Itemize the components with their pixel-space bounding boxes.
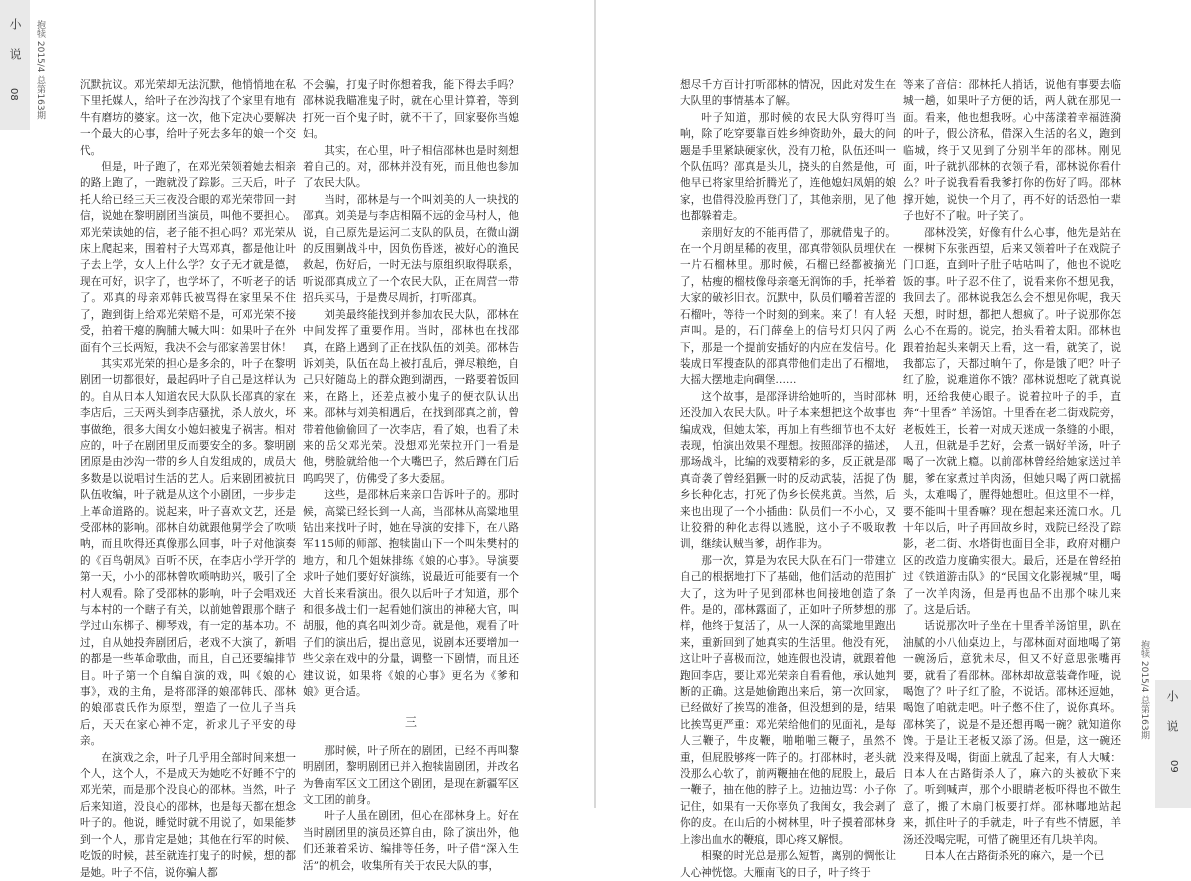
paragraph: 其实，在心里，叶子相信邵林也是时刻想着自己的。对，邵林并没有死，而且他也参加了农民大队。 xyxy=(303,144,519,190)
paragraph: 想尽千方百计打听邵林的情况，因此对发生在大队里的事情基本了解。 xyxy=(680,79,896,108)
paragraph: 但是，叶子跑了，在邓光荣领着她去相亲的路上跑了，一跑就没了踪影。三天后，叶子托人给已经三天三夜没合眼的邓光荣带回一封信，说她在黎明剧团当演员，叫他不要担心。邓光荣读她的信，老子能不担心吗？邓光荣从床上爬起来，围着村子大骂邓真，都是他让叶子去上学，女人上什么学？女子无才就是德，现在可好，识字了，也学坏了，不听老子的话了。邓真的母亲邓韩氏被骂得在家里呆不住了，跑到街上给邓光荣赔不是，可邓光荣不接受，拍着干瘪的胸脯大喊大叫：如果叶子在外面有个三长两短，我决不会与邵家善罢甘休！ xyxy=(80,161,296,354)
section-number: 三 xyxy=(404,715,417,730)
left-running-head: 抱犊 2015/4 总第163期 xyxy=(35,20,45,120)
paragraph: 这些，是邵林后来亲口告诉叶子的。那时候，高粱已经长到一人高，当邵林从高粱地里钻出来找叶子时，她在导演的安排下，在八路军115师的师部、抱犊崮山下一个叫朱樊村的地方，和几个姐妹排练《娘的心事》。导演要求叶子她们要好好演练，说最近可能要有一个大首长来看演出。很久以后叶子才知道，那个和很多战士们一起看她们演出的神秘大官，叫胡服，他的真名叫刘少奇。就是他，观看了叶子们的演出后，提出意见，说剧本还要增加一些父亲在戏中的分量，调整一下剧情，而且还建议说，如果将《娘的心事》更名为《爹和娘》更合适。 xyxy=(303,489,519,699)
left-section-label: 小说 xyxy=(8,18,22,78)
page-gutter xyxy=(594,0,596,808)
text-column-4 xyxy=(903,77,1121,863)
paragraph: 其实邓光荣的担心是多余的，叶子在黎明剧团一切都很好，最起码叶子自己是这样认为的。自从日本人知道农民大队队长邵真的家在李店后，三天两头到李店骚扰，杀人放火，坏事做绝，很多大闺女小媳妇被鬼子祸害。相对应的，叶子在剧团里反而要安全的多。黎明剧团原是由沙沟一带的乡人自发组成的，成员大多数是以说唱讨生活的艺人。后来剧团被抗日队伍收编，叶子就是从这个小剧团，一步步走上革命道路的。说起来，叶子喜欢文艺，还是受邵林的影响。邵林自幼就跟他舅学会了吹唢呐，而且吹得还真像那么回事，叶子对他演奏的《百鸟朝凤》百听不厌，在李店小学开学的第一天，小小的邵林曾吹唢呐助兴，吸引了全村人观看。除了受邵林的影响，叶子会唱戏还与本村的一个瞎子有关，以前她曾跟那个瞎子学过山东梆子、柳琴戏，有一定的基本功。不过，自从她投奔剧团后，老戏不大演了，新唱的都是一些革命歌曲，而且，自己还要编排节目。叶子第一个自编自演的戏，叫《娘的心事》，戏的主角，是将邵泽的娘邵韩氏、邵林的娘邵袁氏作为原型，塑造了一位儿子当兵后，天天在家心神不定，祈求儿子平安的母亲。 xyxy=(80,357,296,748)
paragraph: 叶子知道，那时候的农民大队穷得叮当响，除了吃穿要靠百姓乡绅资助外，最大的问题是手里紧缺硬家伙，没有刀枪，队伍还叫一个队伍吗？邵真是头儿，挠头的自然是他，可他早已将家里给折腾光了，连他媳妇凤娟的娘家，也借得没脸再登门了，其他亲朋，见了他也都躲着走。 xyxy=(680,111,896,223)
text-column-2 xyxy=(303,77,519,872)
right-section-label: 小说 xyxy=(1165,690,1179,750)
text-column-1 xyxy=(80,77,296,879)
paragraph: 沉默抗议。邓光荣却无法沉默，他悄悄地在私下里托媒人，给叶子在沙沟找了个家里有地有牛有磨坊的婆家。这一次，他下定决心要解决一个最大的心事，给叶子死去多年的娘一个交代。 xyxy=(80,79,296,157)
right-page-number: 09 xyxy=(1168,760,1179,773)
paragraph: 当时，邵林是与一个叫刘美的人一块找的邵真。刘美是与李店相隔不远的金马村人，他说，自己原先是运河二支队的队员，在微山湖的反围剿战斗中，因负伤昏迷，被好心的渔民救起，伤好后，一时无法与原组织取得联系，听说邵真成立了一个农民大队，正在周营一带招兵买马，于是费尽周折，打听邵真。 xyxy=(303,193,519,305)
paragraph: 话说那次叶子坐在十里香羊汤馆里，趴在油腻的小八仙桌边上，与邵林面对面地喝了第一碗汤后，意犹未尽，但又不好意思张嘴再要，就看了看邵林。邵林却故意装聋作哑，说喝饱了？叶子红了脸，不说话。邵林还逗她，喝饱了咱就走吧。叶子憋不住了，说你真坏。邵林笑了，说是不是还想再喝一碗？就知道你馋。于是让王老板又添了汤。但是，这一碗还没来得及喝，街面上就乱了起来，有人大喊：日本人在古路街杀人了，麻六的头被砍下来了。听到喊声，那个小眼睛老板吓得也不做生意了，搬了木扇门板要打烊。邵林嘟地站起来，抓住叶子的手就走，叶子有些不情愿，羊汤还没喝完呢，可惜了碗里还有几块羊肉。 xyxy=(903,620,1121,846)
paragraph: 邵林没笑，好像有什么心事，他先是站在一棵树下东张西望，后来又领着叶子在戏院子门口逛，直到叶子肚子咕咕叫了，他也不说吃饭的事。叶子忍不住了，说看来你不想见我，我回去了。邵林说我怎么会不想见你呢，我天天想，时时想，都把人想疯了。叶子说那你怎么心不在焉的。说完，抬头看着太阳。邵林也跟着抬起头来朝天上看，这一看，就笑了，说我都忘了，天都过晌午了，你是饿了吧？叶子红了脸，说难道你不饿？邵林说想吃了就真说明，还给我使心眼子。说着拉叶子的手，直奔“十里香” 羊汤馆。十里香在老二街戏院旁，老板姓王，长着一对成天迷成一条缝的小眼，人丑，但就是手艺好，会煮一锅好羊汤，叶子喝了一次就上瘾。以前邵林曾经给她家送过羊腿，爹在家煮过羊肉汤，但她只喝了两口就摇头，太难喝了，腥得她想吐。但这里不一样，要不能叫十里香嘛？现在想起来还流口水。几十年以后，叶子再回故乡时，戏院已经没了踪影，老二街、水塔街也面目全非，政府对棚户区的改造力度确实很大。最后，还是在曾经拍过《铁道游击队》的“民国文化影视城”里，喝了一次羊肉汤，但是再也品不出那个味儿来了。这是后话。 xyxy=(903,226,1121,616)
paragraph: 等来了音信：邵林托人捎话，说他有事要去临城一趟，如果叶子方便的话，两人就在那见一面。看来，他也想我呀。心中荡漾着幸福涟漪的叶子，假公济私，借深入生活的名义，跑到临城，终于又见到了分别半年的邵林。刚见面，叶子就扒邵林的衣领子看，邵林说你看什么？叶子说我看看我爹打你的伤好了吗。邵林撑开她，说快一个月了，再不好的话恐怕一辈子也好不了啦。叶子笑了。 xyxy=(903,79,1121,223)
text-column-3 xyxy=(680,77,896,879)
paragraph: 刘美最终能找到并参加农民大队，邵林在中间发挥了重要作用。当时，邵林也在找邵真，在路上遇到了正在找队伍的刘美。邵林告诉刘美，队伍在岛上被打乱后，弹尽粮绝，自己只好随岛上的群众跑到湖西，一路要着饭回来，在路上，还差点被小鬼子的便衣队认出来。邵林与刘美相遇后，在找到邵真之前，曾带着他偷偷回了一次李店，看了娘，也看了未来的岳父邓光荣。没想邓光荣拉开门一看是他，劈脸就给他一个大嘴巴子，然后蹲在门后呜呜哭了，仿佛受了多大委屈。 xyxy=(303,308,519,485)
paragraph: 相聚的时光总是那么短暂，离别的惆怅让人心神恍惚。大雁南飞的日子，叶子终于 xyxy=(680,850,896,879)
paragraph: 日本人在古路街杀死的麻六，是一个已 xyxy=(924,850,1105,863)
paragraph: 亲朋好友的不能再借了，那就借鬼子的。在一个月朗星稀的夜里，邵真带领队员埋伏在一片石榴林里。那时候，石榴已经都被摘光了，枯瘦的榴枝像母亲毫无润饰的手，托举着大家的破衫旧衣。沉默中，队员们嚼着苦涩的石榴叶，等待一个时刻的到来。来了！有人轻声叫。是的，石门薛垒上的信号灯只闪了两下，那是一个提前安插好的内应在发信号。化装成日军搜查队的邵真带他们走出了石榴地，大摇大摆地走向碉堡…… xyxy=(680,226,896,387)
paragraph: 在演戏之余，叶子几乎用全部时间来想一个人，这个人，不是成天为她吃不好睡不宁的邓光荣，而是那个没良心的邵林。当然，叶子后来知道，没良心的邵林，也是每天都在想念叶子的。他说，睡觉时就不用说了，如果能梦到一个人，那肯定是她；其他在行军的时候、吃饭的时候，甚至就连打鬼子的时候，想的都是她。叶子不信，说你骗人都 xyxy=(80,751,296,879)
paragraph: 这个故事，是邵泽讲给她听的，当时邵林还没加入农民大队。叶子本来想把这个故事也编成戏，但她太笨，再加上有些细节也不太好表现，怕演出效果不理想。按照邵泽的描述，那场战斗，比编的戏要精彩的多，反正就是邵真奇袭了曾经猖獗一时的反动武装，活捉了伪乡长种化志，打死了伪乡长侯兆黄。当然，后来也出现了一个小插曲：队员们一不小心，又让狡猾的种化志得以逃脱，这小子不吸取教训，继续认贼当爹，胡作非为。 xyxy=(680,390,896,551)
paragraph: 不会骗，打鬼子时你想着我，能下得去手吗？邵林说我瞄准鬼子时，就在心里计算着，等到打死一百个鬼子时，就不干了，回家娶你当媳妇。 xyxy=(303,79,519,141)
right-running-head: 抱犊 2015/4 总第163期 xyxy=(1139,640,1149,740)
paragraph: 叶子人虽在剧团，但心在邵林身上。好在当时剧团里的演员还算自由，除了演出外，他们还兼着采访、编排等任务，叶子借“深入生活”的机会，收集所有关于农民大队的事， xyxy=(303,810,519,872)
paragraph: 那时候，叶子所在的剧团，已经不再叫黎明剧团，黎明剧团已并入抱犊崮剧团，并改名为鲁南军区文工团这个剧团，是现在新疆军区文工团的前身。 xyxy=(303,744,519,807)
paragraph: 那一次，算是为农民大队在石门一带建立自己的根据地打下了基础，他们活动的范围扩大了，这为叶子见到邵林也间接地创造了条件。是的，邵林露面了，正如叶子所梦想的那样，他终于复活了，从一人深的高粱地里跑出来，重新回到了她真实的生活里。他没有死，这让叶子喜极而泣，她连假也没请，就跟着他跑回李店，要让邓光荣亲自看看他，承认她判断的正确。这是她偷跑出来后，第一次回家，已经做好了挨骂的准备，但没想到的是，结果比挨骂更严重：邓光荣给他们的见面礼，是每人三鞭子，牛皮鞭，啪啪啪三鞭子，虽然不重，但屁股够疼一阵子的。打邵林时，老头就没那么心软了，前两鞭抽在他的屁股上，最后一鞭子，抽在他的脖子上。边抽边骂：小子你记住，如果有一天你辜负了我闺女，我会剥了你的皮。在山后的小树林里，叶子摸着邵林身上渗出血水的鞭痕，即心疼又解恨。 xyxy=(680,554,896,846)
left-page-number: 08 xyxy=(8,88,19,101)
